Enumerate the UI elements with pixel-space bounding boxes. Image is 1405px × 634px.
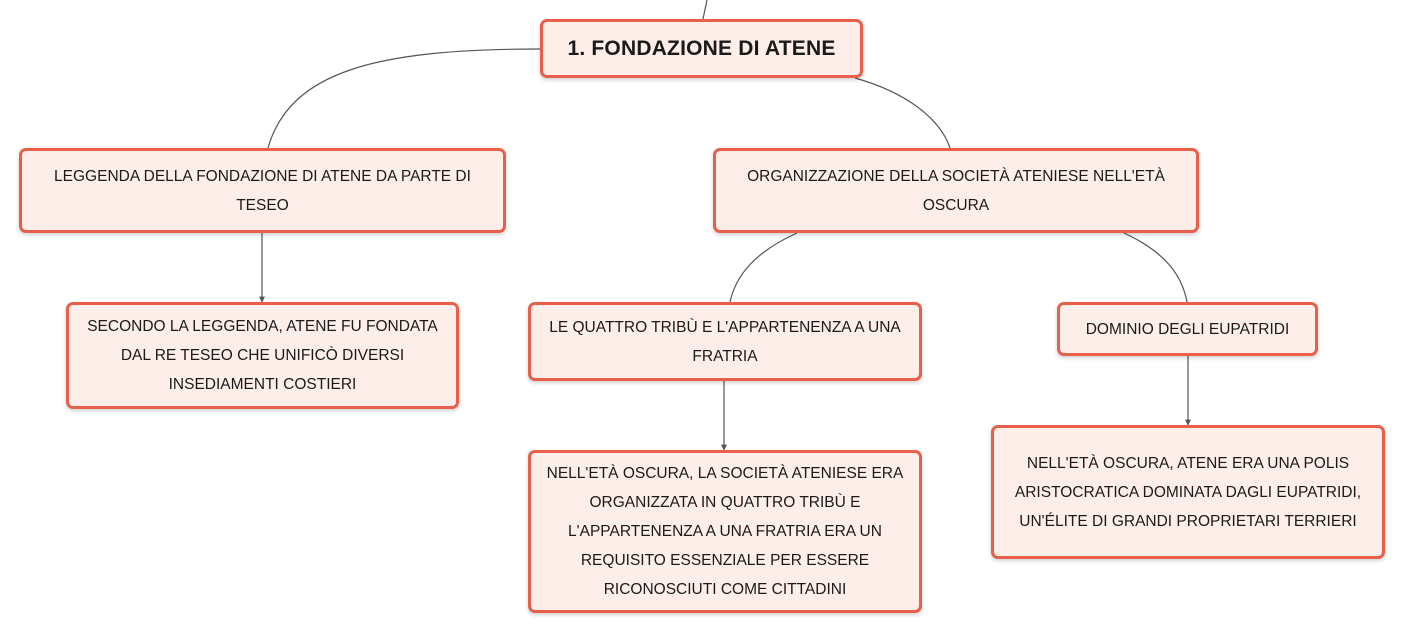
edge-organization-to-eupatrids (1124, 233, 1187, 302)
tribes-node[interactable] (528, 302, 922, 381)
tribes-node-label: LE QUATTRO TRIBÙ E L'APPARTENENZA A UNA FRATRIA (549, 318, 901, 365)
eupatrids-node-label: DOMINIO DEGLI EUPATRIDI (1085, 320, 1290, 338)
eupatrids-detail-node-label: NELL'ETÀ OSCURA, ATENE ERA UNA POLIS ARISTOCRATICA DOMINATA DAGLI EUPATRIDI, UN'ÉLITE DI GRANDI PROPRIETARI TERRIERI (1014, 454, 1362, 530)
edge-root-to-organization (855, 78, 950, 148)
root-node[interactable] (540, 19, 863, 78)
legend-detail-node-label: SECONDO LA LEGGENDA, ATENE FU FONDATA DAL RE TESEO CHE UNIFICÒ DIVERSI INSEDIAMENTI COSTIERI (87, 318, 438, 393)
organization-node-label: ORGANIZZAZIONE DELLA SOCIETÀ ATENIESE NELL'ETÀ OSCURA (747, 167, 1165, 214)
edge-root-to-legend (268, 49, 540, 148)
eupatrids-detail-node[interactable] (991, 425, 1385, 559)
tribes-detail-node-label: NELL'ETÀ OSCURA, LA SOCIETÀ ATENIESE ERA ORGANIZZATA IN QUATTRO TRIBÙ E L'APPARTENENZA A UNA FRATRIA ERA UN REQUISITO ESSENZIALE PER ESSERE RICONOSCIUTI COME CITTADINI (546, 465, 904, 598)
legend-node-label: LEGGENDA DELLA FONDAZIONE DI ATENE DA PARTE DI TESEO (54, 167, 471, 214)
legend-detail-node[interactable] (66, 302, 459, 409)
edge-organization-to-tribes (730, 233, 797, 302)
edge-parent-to-root (703, 0, 707, 19)
eupatrids-node[interactable] (1057, 302, 1318, 356)
root-node-label: 1. FONDAZIONE DI ATENE (567, 37, 836, 60)
tribes-detail-node[interactable] (528, 450, 922, 613)
legend-node[interactable] (19, 148, 506, 233)
organization-node[interactable] (713, 148, 1199, 233)
